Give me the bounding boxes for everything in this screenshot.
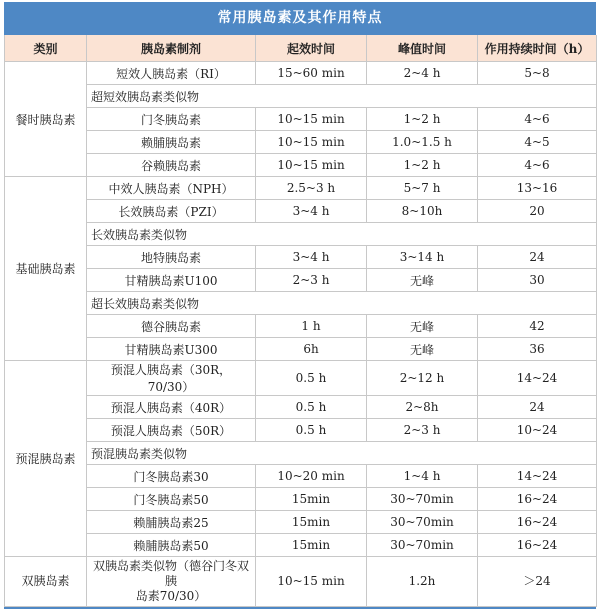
duration-cell: 30 (478, 269, 597, 292)
peak-cell: 1~4 h (367, 465, 478, 488)
preparation-line-2: 岛素70/30） (135, 589, 207, 603)
subheader-row (5, 223, 597, 246)
peak-cell: 2~4 h (367, 62, 478, 85)
peak-cell: 8~10h (367, 200, 478, 223)
duration-cell: 42 (478, 315, 597, 338)
header-category: 类别 (5, 35, 87, 62)
peak-cell: 2~8h (367, 396, 478, 419)
preparation-line-1: 双胰岛素类似物（德谷门冬双胰 (92, 559, 249, 588)
peak-cell: 30~70min (367, 488, 478, 511)
preparation-cell: 门冬胰岛素50 (87, 488, 256, 511)
table-row (5, 338, 597, 361)
header-preparation: 胰岛素制剂 (87, 35, 256, 62)
preparation-cell: 甘精胰岛素U100 (87, 269, 256, 292)
preparation-cell (87, 557, 256, 607)
table-row (5, 246, 597, 269)
onset-cell: 6h (256, 338, 367, 361)
preparation-cell: 预混人胰岛素（30R，70/30） (87, 361, 256, 396)
duration-cell: 10~24 (478, 419, 597, 442)
onset-cell: 3~4 h (256, 200, 367, 223)
preparation-cell: 赖脯胰岛素 (87, 131, 256, 154)
onset-cell: 0.5 h (256, 361, 367, 396)
duration-cell: 4~5 (478, 131, 597, 154)
peak-cell: 无峰 (367, 338, 478, 361)
peak-cell: 2~3 h (367, 419, 478, 442)
preparation-cell: 长效胰岛素（PZI） (87, 200, 256, 223)
duration-cell: 20 (478, 200, 597, 223)
preparation-cell: 预混人胰岛素（40R） (87, 396, 256, 419)
table-row (5, 200, 597, 223)
subheader-row (5, 292, 597, 315)
onset-cell: 3~4 h (256, 246, 367, 269)
onset-cell: 15min (256, 488, 367, 511)
table-row (5, 534, 597, 557)
duration-cell: 16~24 (478, 488, 597, 511)
peak-cell: 1~2 h (367, 108, 478, 131)
table-row (5, 465, 597, 488)
preparation-cell: 赖脯胰岛素50 (87, 534, 256, 557)
duration-cell: 5~8 (478, 62, 597, 85)
header-duration: 作用持续时间（h） (478, 35, 597, 62)
peak-cell: 30~70min (367, 511, 478, 534)
preparation-cell: 德谷胰岛素 (87, 315, 256, 338)
table-row (5, 557, 597, 607)
peak-cell: 1.2h (367, 557, 478, 607)
table-row (5, 488, 597, 511)
peak-cell: 5~7 h (367, 177, 478, 200)
table-row (5, 269, 597, 292)
duration-cell: 13~16 (478, 177, 597, 200)
peak-cell: 无峰 (367, 269, 478, 292)
preparation-cell: 甘精胰岛素U300 (87, 338, 256, 361)
subheader-cell: 预混胰岛素类似物 (87, 442, 597, 465)
table-row (5, 154, 597, 177)
preparation-cell: 赖脯胰岛素25 (87, 511, 256, 534)
subheader-cell: 长效胰岛素类似物 (87, 223, 597, 246)
table-row (5, 396, 597, 419)
duration-cell: 24 (478, 396, 597, 419)
subheader-row (5, 442, 597, 465)
table-row (5, 62, 597, 85)
category-cell: 基础胰岛素 (5, 177, 87, 361)
duration-cell: 16~24 (478, 511, 597, 534)
duration-cell: 16~24 (478, 534, 597, 557)
preparation-cell: 短效人胰岛素（RI） (87, 62, 256, 85)
onset-cell: 0.5 h (256, 419, 367, 442)
peak-cell: 3~14 h (367, 246, 478, 269)
header-peak: 峰值时间 (367, 35, 478, 62)
onset-cell: 15min (256, 511, 367, 534)
duration-cell: 14~24 (478, 465, 597, 488)
onset-cell: 10~15 min (256, 154, 367, 177)
subheader-row (5, 85, 597, 108)
table-row (5, 131, 597, 154)
duration-cell: 14~24 (478, 361, 597, 396)
peak-cell: 2~12 h (367, 361, 478, 396)
table-row (5, 361, 597, 396)
duration-cell: 36 (478, 338, 597, 361)
preparation-cell: 地特胰岛素 (87, 246, 256, 269)
subheader-cell: 超长效胰岛素类似物 (87, 292, 597, 315)
peak-cell: 1.0~1.5 h (367, 131, 478, 154)
category-cell: 预混胰岛素 (5, 361, 87, 557)
peak-cell: 1~2 h (367, 154, 478, 177)
table-row (5, 108, 597, 131)
table-title: 常用胰岛素及其作用特点 (4, 2, 596, 35)
peak-cell: 无峰 (367, 315, 478, 338)
header-onset: 起效时间 (256, 35, 367, 62)
insulin-table-container (4, 2, 596, 609)
onset-cell: 15min (256, 534, 367, 557)
duration-cell: 4~6 (478, 154, 597, 177)
duration-cell: 24 (478, 246, 597, 269)
onset-cell: 10~15 min (256, 108, 367, 131)
onset-cell: 10~20 min (256, 465, 367, 488)
onset-cell: 1 h (256, 315, 367, 338)
subheader-cell: 超短效胰岛素类似物 (87, 85, 597, 108)
preparation-cell: 预混人胰岛素（50R） (87, 419, 256, 442)
preparation-cell: 门冬胰岛素 (87, 108, 256, 131)
preparation-cell: 门冬胰岛素30 (87, 465, 256, 488)
category-cell: 双胰岛素 (5, 557, 87, 607)
header-row (5, 35, 597, 62)
onset-cell: 10~15 min (256, 557, 367, 607)
insulin-table (4, 35, 597, 607)
onset-cell: 0.5 h (256, 396, 367, 419)
duration-cell: ＞24 (478, 557, 597, 607)
table-row (5, 177, 597, 200)
preparation-cell: 谷赖胰岛素 (87, 154, 256, 177)
table-row (5, 315, 597, 338)
preparation-cell: 中效人胰岛素（NPH） (87, 177, 256, 200)
onset-cell: 10~15 min (256, 131, 367, 154)
duration-cell: 4~6 (478, 108, 597, 131)
table-row (5, 419, 597, 442)
onset-cell: 2~3 h (256, 269, 367, 292)
onset-cell: 2.5~3 h (256, 177, 367, 200)
category-cell: 餐时胰岛素 (5, 62, 87, 177)
peak-cell: 30~70min (367, 534, 478, 557)
onset-cell: 15~60 min (256, 62, 367, 85)
table-row (5, 511, 597, 534)
